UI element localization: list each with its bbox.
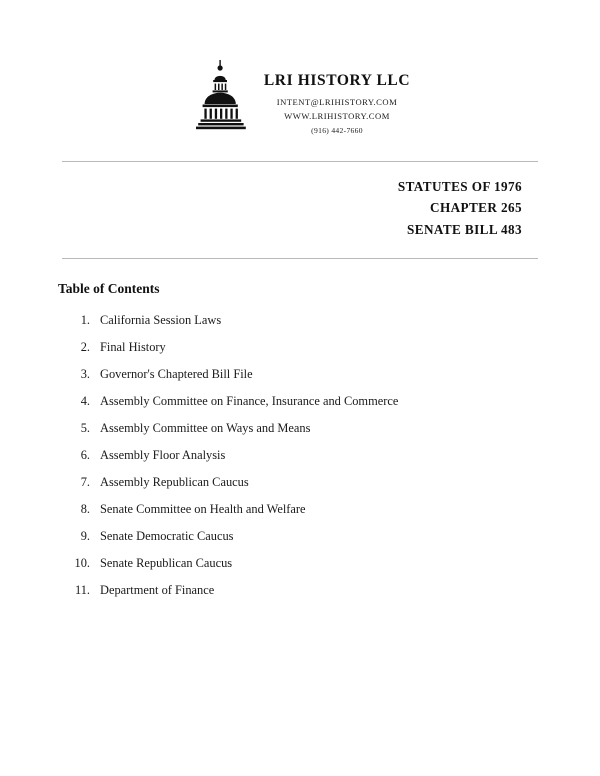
- list-item[interactable]: [0, 475, 600, 491]
- list-item[interactable]: [0, 529, 600, 545]
- capitol-dome-icon: [190, 58, 252, 130]
- list-item-label: Senate Democratic Caucus: [100, 529, 234, 544]
- list-item-label: Department of Finance: [100, 583, 215, 598]
- list-item-number: 10.: [74, 556, 90, 571]
- list-item[interactable]: [0, 421, 600, 437]
- list-item-number: 6.: [80, 448, 90, 463]
- list-item[interactable]: [0, 340, 600, 356]
- statute-heading: [0, 162, 600, 240]
- bill-number: SENATE BILL 483: [407, 221, 522, 237]
- list-item-number: 5.: [80, 421, 90, 436]
- list-item-label: Assembly Committee on Ways and Means: [100, 421, 311, 436]
- list-item-number: 8.: [80, 502, 90, 517]
- list-item-number: 1.: [80, 313, 90, 328]
- list-item-label: Assembly Floor Analysis: [100, 448, 226, 463]
- list-item-number: 9.: [80, 529, 90, 544]
- chapter-number: CHAPTER 265: [430, 200, 522, 216]
- list-item[interactable]: [0, 583, 600, 599]
- table-of-contents: [0, 313, 600, 599]
- company-website[interactable]: WWW.LRIHISTORY.COM: [284, 111, 390, 121]
- letterhead-text: [264, 58, 410, 135]
- list-item-number: 11.: [74, 583, 90, 598]
- list-item-label: Assembly Republican Caucus: [100, 475, 249, 490]
- list-item-number: 7.: [80, 475, 90, 490]
- list-item-label: Senate Committee on Health and Welfare: [100, 502, 306, 517]
- list-item-label: Senate Republican Caucus: [100, 556, 233, 571]
- list-item-number: 2.: [80, 340, 90, 355]
- list-item-number: 4.: [80, 394, 90, 409]
- list-item[interactable]: [0, 367, 600, 383]
- list-item-number: 3.: [80, 367, 90, 382]
- letterhead: [0, 0, 600, 135]
- list-item-label: Governor's Chaptered Bill File: [100, 367, 253, 382]
- list-item-label: Assembly Committee on Finance, Insurance and Commerce: [100, 394, 399, 409]
- company-email[interactable]: INTENT@LRIHISTORY.COM: [276, 97, 398, 107]
- list-item[interactable]: [0, 556, 600, 572]
- list-item[interactable]: [0, 502, 600, 518]
- list-item[interactable]: [0, 394, 600, 410]
- list-item[interactable]: [0, 448, 600, 464]
- list-item[interactable]: [0, 313, 600, 329]
- company-name: LRI HISTORY LLC: [263, 72, 411, 89]
- company-phone: (916) 442-7660: [311, 126, 363, 135]
- list-item-label: California Session Laws: [100, 313, 222, 328]
- statutes-year: STATUTES OF 1976: [397, 179, 522, 194]
- list-item-label: Final History: [100, 340, 166, 355]
- divider-bottom: [62, 258, 538, 259]
- page-title: Table of Contents: [58, 281, 160, 297]
